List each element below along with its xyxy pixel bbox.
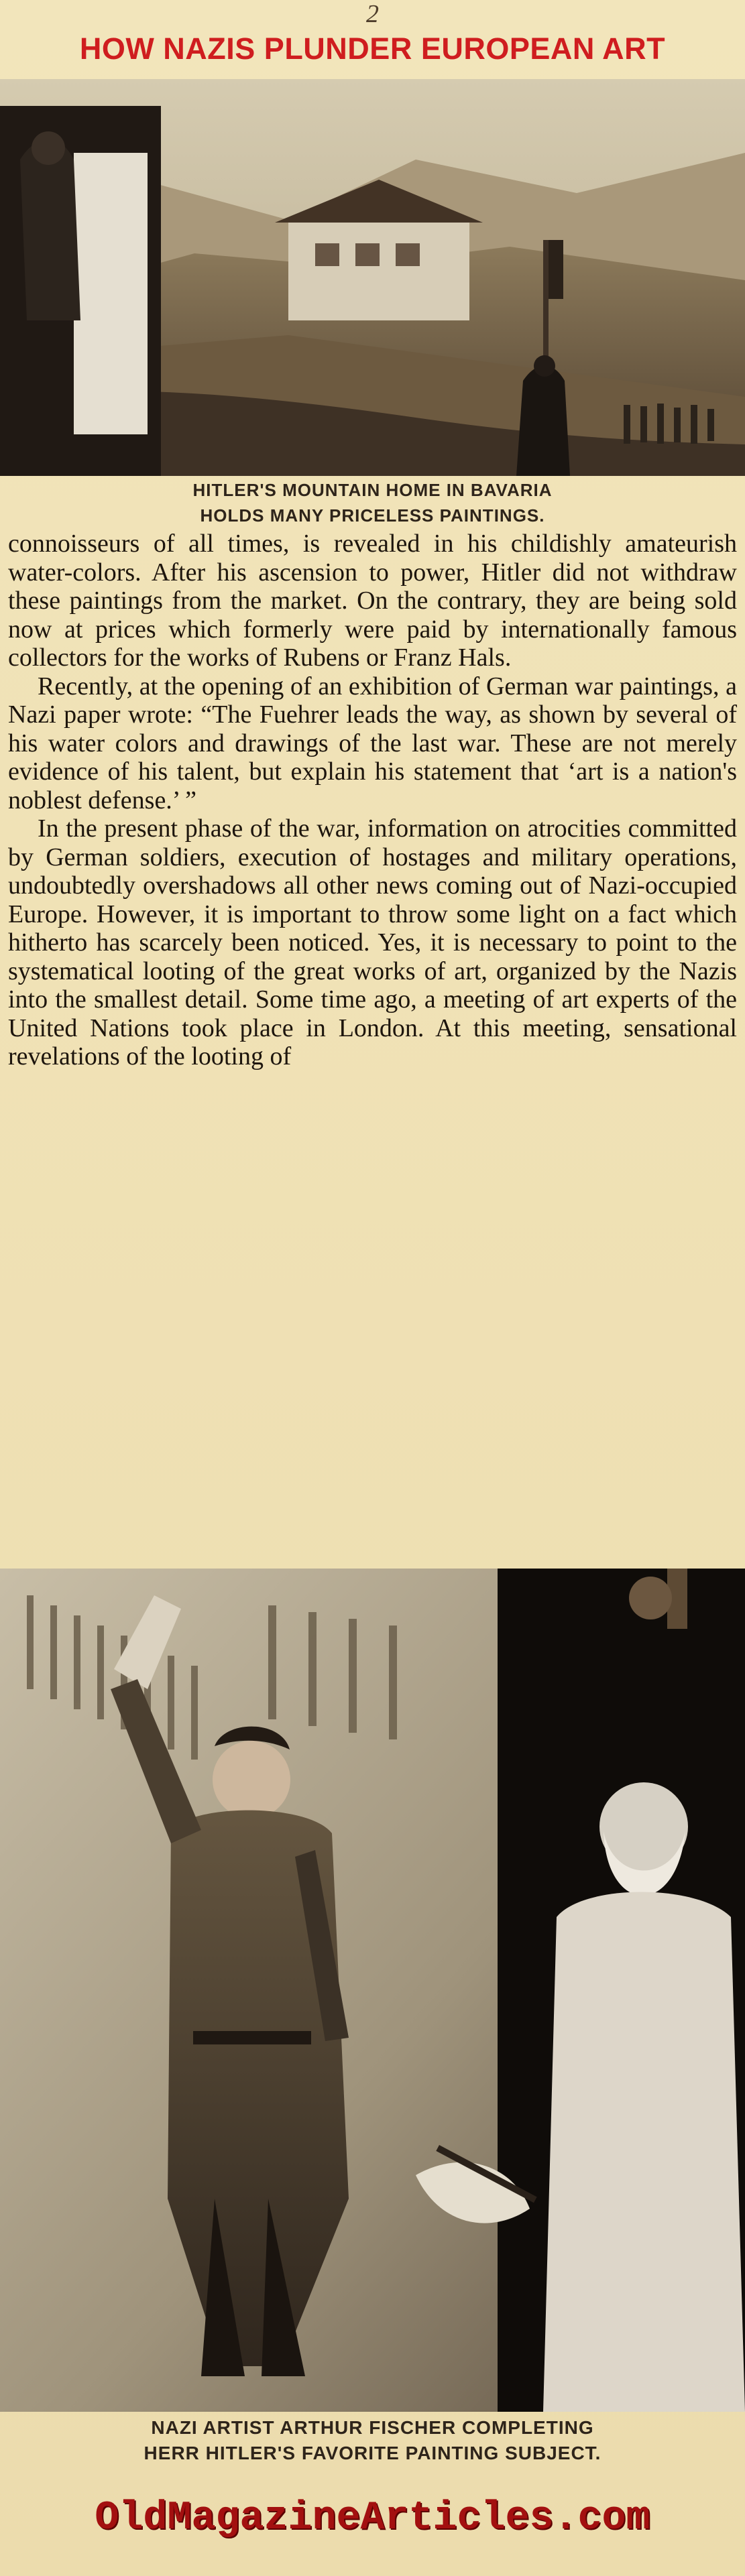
page-number: 2 <box>366 0 379 28</box>
painting-scene-photo <box>0 1569 745 2412</box>
mountain-home-photo <box>0 79 745 476</box>
site-watermark: OldMagazineArticles.com <box>95 2496 650 2541</box>
headline: HOW NAZIS PLUNDER EUROPEAN ART <box>79 32 666 66</box>
article-paragraph: In the present phase of the war, information on atrocities committed by German soldiers, execution of hostages and military operations, undoubtedly overshadows all other news coming out of Nazi-occupied Europe. However, it is important to throw some light on a fact which hitherto has scarcely been noticed. Yes, it is necessary to point to the systematical looting of the great works of art, organized by the Nazis into the smallest detail. Some time ago, a meeting of art experts of the United Nations took place in London. At this meeting, sensational revelations of the looting of <box>8 814 737 1070</box>
mountain-home-caption: HITLER'S MOUNTAIN HOME IN BAVARIA HOLDS MANY PRICELESS PAINTINGS. <box>192 480 553 526</box>
artist-caption: NAZI ARTIST ARTHUR FISCHER COMPLETING HERR HITLER'S FAVORITE PAINTING SUBJECT. <box>144 2417 601 2463</box>
article-paragraph: Recently, at the opening of an exhibition of German war paintings, a Nazi paper wrote: “The Fuehrer leads the way, as shown by several of his water colors and drawings of the last war. These are not merely evidence of his talent, but explain his statement that ‘art is a nation's noblest defense.’ ” <box>8 672 737 814</box>
article-paragraph: connoisseurs of all times, is revealed in his childishly amateurish water-colors. After his ascension to power, Hitler did not withdraw these paintings from the market. On the contrary, they are being sold now at prices which formerly were paid by internationally famous collectors for the works of Rubens or Franz Hals. <box>8 530 737 672</box>
article-body <box>8 530 737 1071</box>
